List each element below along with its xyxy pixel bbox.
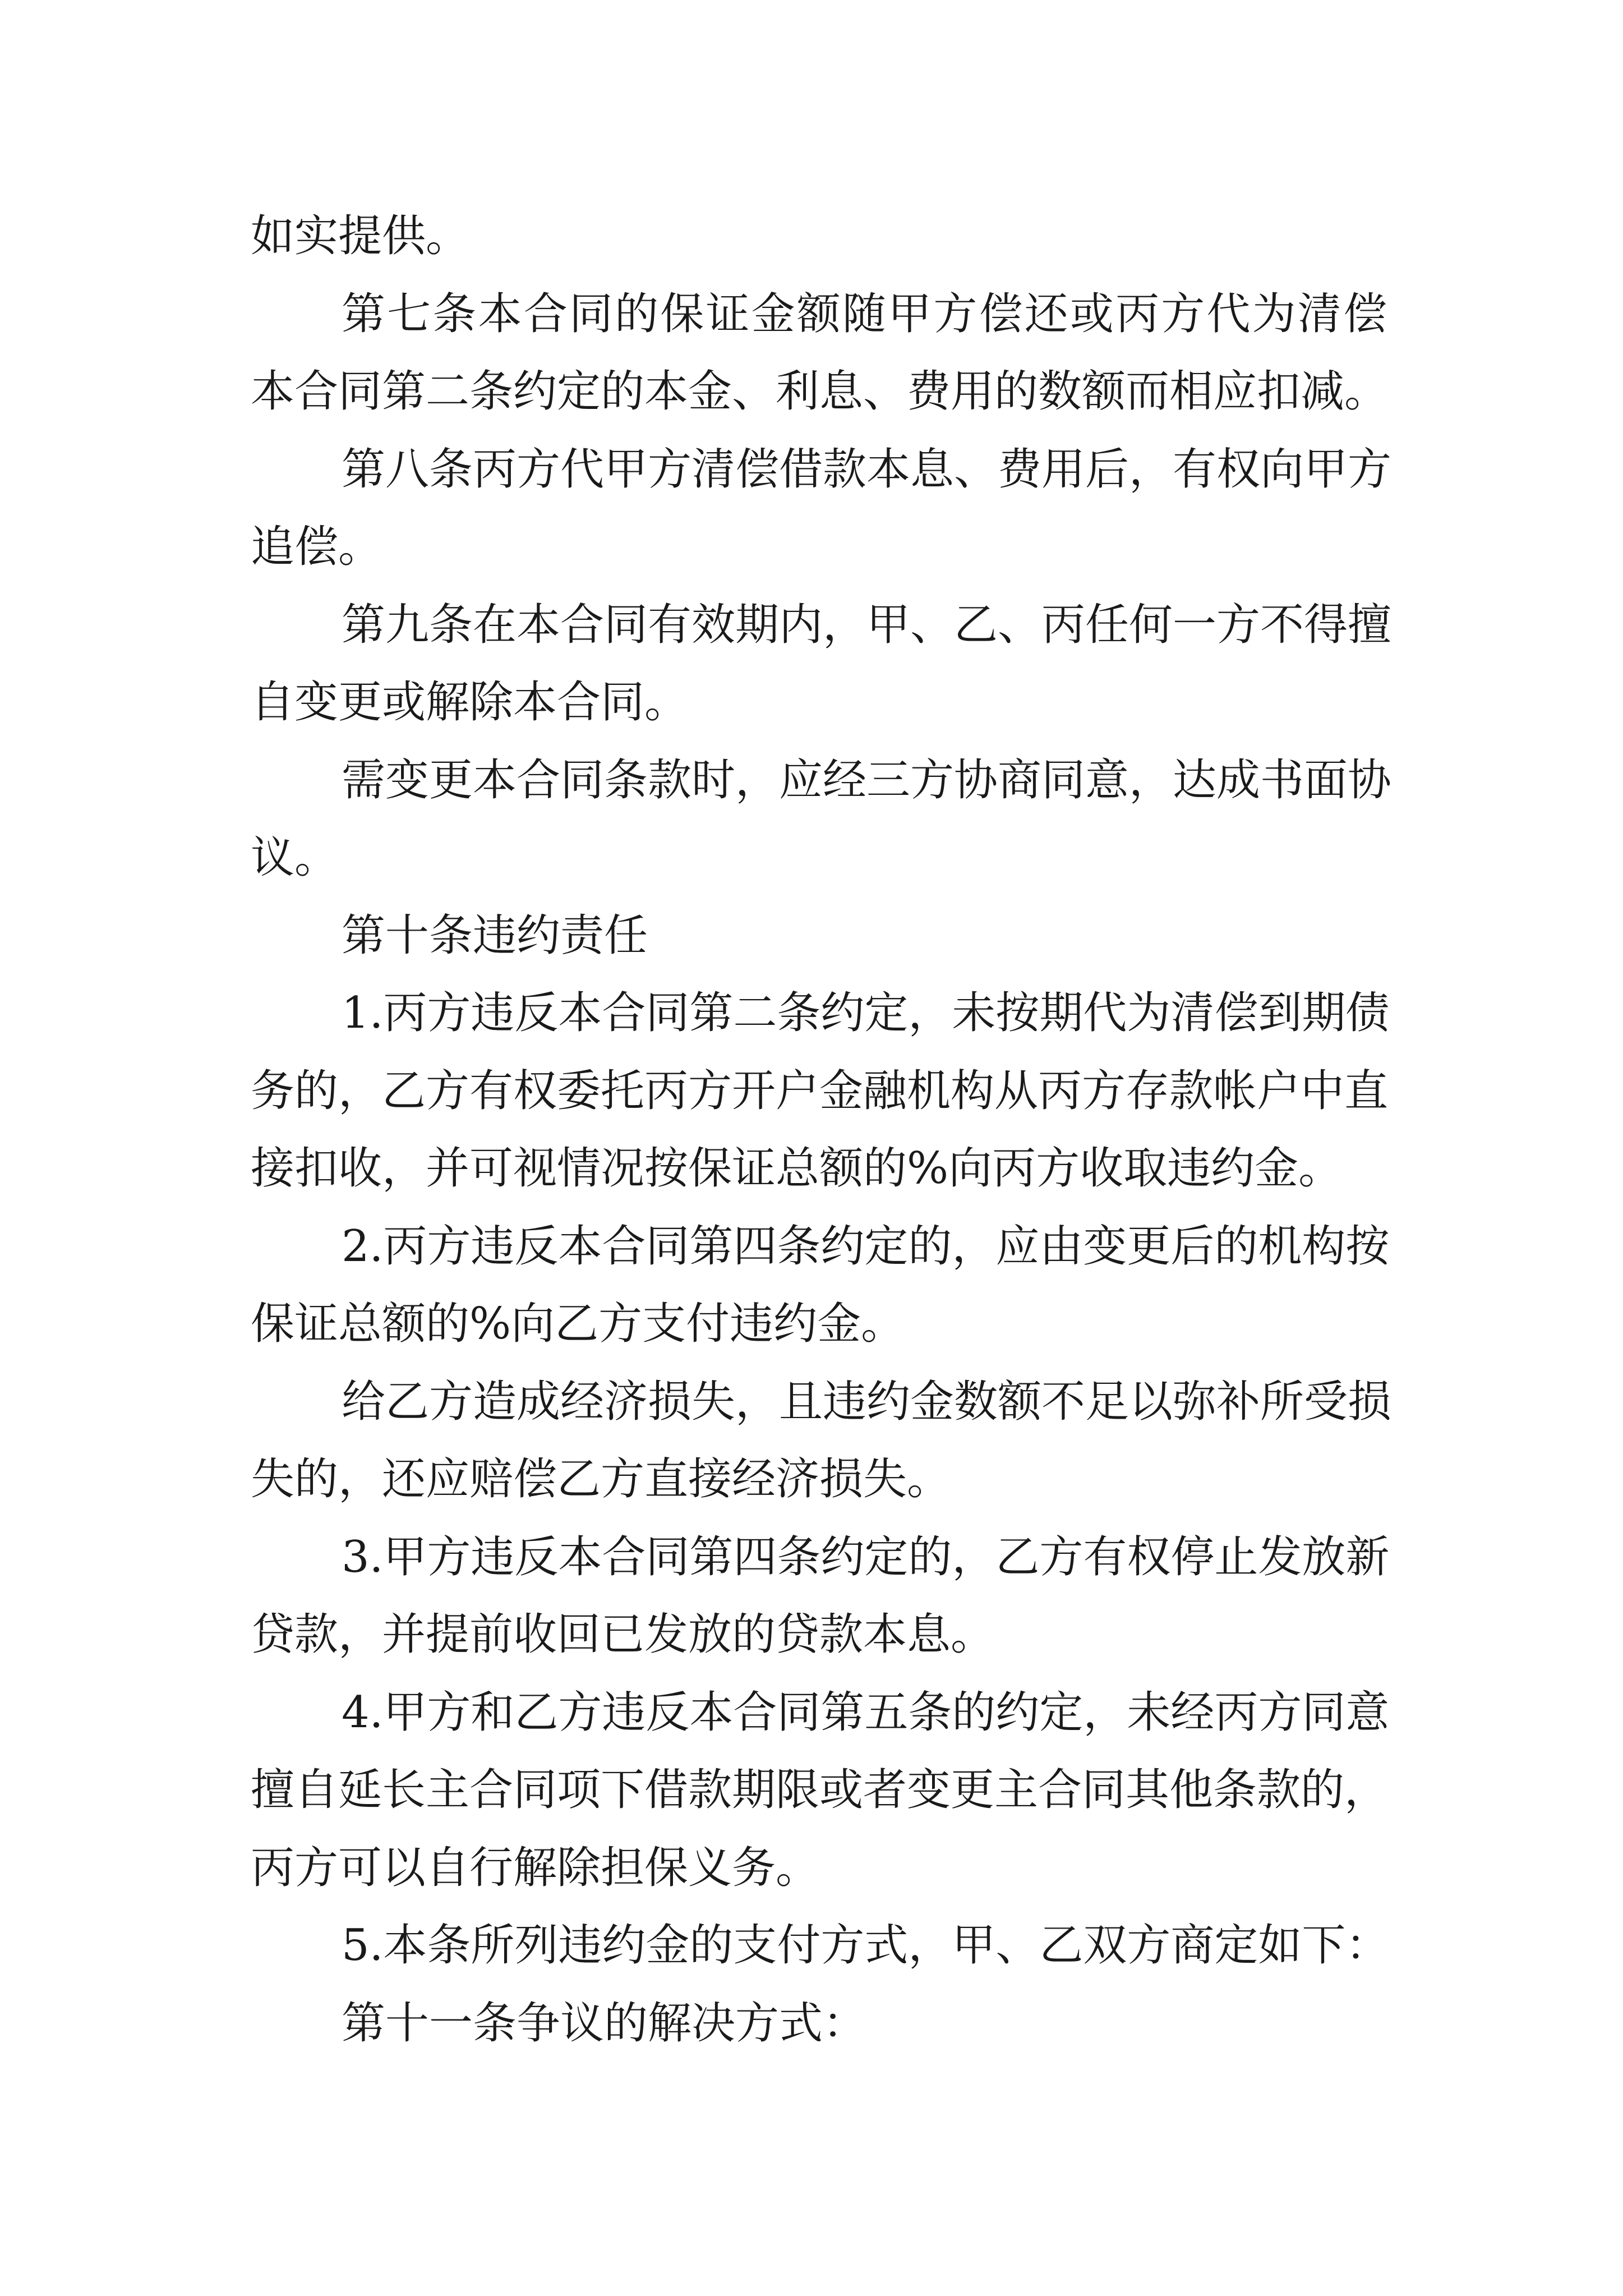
text-line: 1.丙方违反本合同第二条约定，未按期代为清偿到期债 [342,988,1390,1038]
text-line: 本合同第二条约定的本金、利息、费用的数额而相应扣减。 [251,366,1389,417]
clause-10-1 [251,974,1390,1208]
paragraph-article-8 [251,431,1392,586]
text-line: 第九条在本合同有效期内，甲、乙、丙任何一方不得擅 [342,599,1392,650]
text-line: 5.本条所列违约金的支付方式，甲、乙双方商定如下： [342,1920,1390,1971]
text-line: 第十条违约责任 [342,910,648,961]
text-line: 如实提供。 [251,211,470,261]
paragraph-article-7 [251,275,1387,431]
clause-10-5 [251,1907,1390,1985]
text-line: 失的，还应赔偿乙方直接经济损失。 [251,1454,951,1504]
text-line: 自变更或解除本合同。 [251,677,689,728]
text-line: 需变更本合同条款时，应经三方协商同意，达成书面协 [342,754,1392,806]
paragraph-article-9 [251,586,1392,742]
document-body [251,197,1392,2062]
text-line: 务的，乙方有权委托丙方开户金融机构从丙方存款帐户中直 [251,1065,1389,1116]
clause-10-4 [251,1674,1390,1907]
text-line: 第七条本合同的保证金额随甲方偿还或丙方代为清偿 [342,288,1387,339]
text-line: 第八条丙方代甲方清偿借款本息、费用后，有权向甲方 [342,444,1392,495]
paragraph-loss-compensation [251,1363,1392,1519]
heading-article-10 [251,897,1387,975]
text-line: 丙方可以自行解除担保义务。 [251,1842,820,1893]
text-line: 给乙方造成经济损失，且违约金数额不足以弥补所受损 [342,1376,1392,1427]
heading-article-11 [251,1985,1387,2063]
paragraph-amendment [251,742,1392,897]
text-line: 擅自延长主合同项下借款期限或者变更主合同其他条款的， [251,1765,1389,1815]
text-line: 保证总额的%向乙方支付违约金。 [251,1299,905,1349]
clause-10-2 [251,1208,1390,1363]
paragraph-continuation [251,197,1387,275]
text-line: 4.甲方和乙方违反本合同第五条的约定，未经丙方同意 [342,1687,1390,1738]
text-line: 3.甲方违反本合同第四条约定的，乙方有权停止发放新 [342,1531,1390,1582]
text-line: 第十一条争议的解决方式： [342,1998,867,2049]
text-line: 2.丙方违反本合同第四条约定的，应由变更后的机构按 [342,1221,1390,1272]
clause-10-3 [251,1519,1390,1674]
text-line: 接扣收，并可视情况按保证总额的%向丙方收取违约金。 [251,1143,1343,1194]
text-line: 议。 [251,832,339,883]
text-line: 贷款，并提前收回已发放的贷款本息。 [251,1609,995,1660]
text-line: 追偿。 [251,522,382,572]
